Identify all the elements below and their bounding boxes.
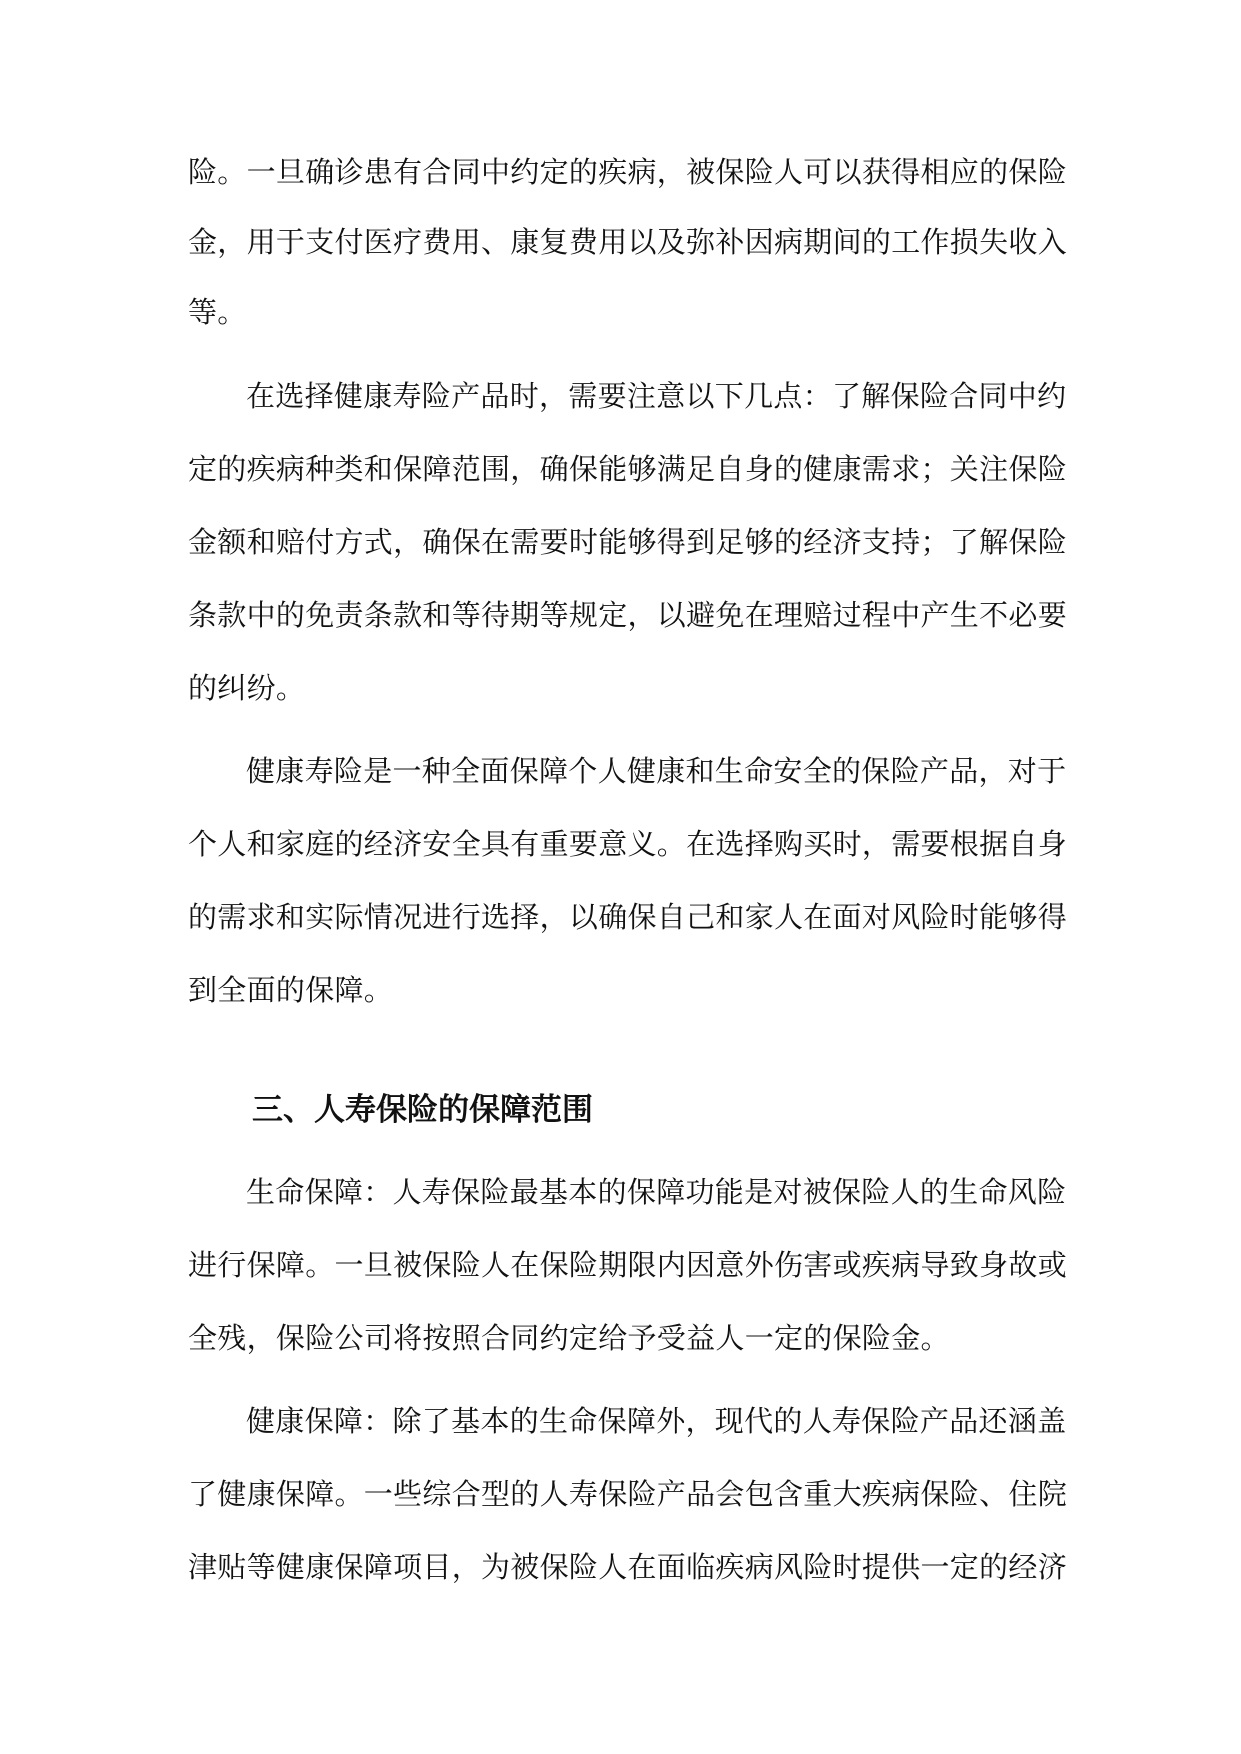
p1-line-1: 险。一旦确诊患有合同中约定的疾病，被保险人可以获得相应的保险 [188, 155, 1068, 189]
p1-line-2: 金，用于支付医疗费用、康复费用以及弥补因病期间的工作损失收入 [188, 225, 1068, 259]
p1-line-3: 等。 [188, 295, 247, 329]
p5-line-2: 了健康保障。一些综合型的人寿保险产品会包含重大疾病保险、住院 [188, 1477, 1068, 1511]
p4-line-2: 进行保障。一旦被保险人在保险期限内因意外伤害或疾病导致身故或 [188, 1248, 1068, 1282]
p2-line-4: 条款中的免责条款和等待期等规定，以避免在理赔过程中产生不必要 [188, 598, 1068, 632]
p5-line-3: 津贴等健康保障项目，为被保险人在面临疾病风险时提供一定的经济 [188, 1550, 1068, 1584]
p3-line-4: 到全面的保障。 [188, 973, 394, 1007]
p3-line-2: 个人和家庭的经济安全具有重要意义。在选择购买时，需要根据自身 [188, 827, 1068, 861]
p4-line-1: 生命保障：人寿保险最基本的保障功能是对被保险人的生命风险 [246, 1175, 1067, 1209]
p3-line-1: 健康寿险是一种全面保障个人健康和生命安全的保险产品，对于 [246, 754, 1067, 788]
p5-line-1: 健康保障：除了基本的生命保障外，现代的人寿保险产品还涵盖 [246, 1404, 1067, 1438]
p2-line-5: 的纠纷。 [188, 671, 306, 705]
p2-line-3: 金额和赔付方式，确保在需要时能够得到足够的经济支持；了解保险 [188, 525, 1068, 559]
p2-line-1: 在选择健康寿险产品时，需要注意以下几点：了解保险合同中约 [246, 379, 1067, 413]
section-heading: 三、人寿保险的保障范围 [252, 1092, 593, 1128]
p4-line-3: 全残，保险公司将按照合同约定给予受益人一定的保险金。 [188, 1321, 950, 1355]
p2-line-2: 定的疾病种类和保障范围，确保能够满足自身的健康需求；关注保险 [188, 452, 1068, 486]
p3-line-3: 的需求和实际情况进行选择，以确保自己和家人在面对风险时能够得 [188, 900, 1068, 934]
